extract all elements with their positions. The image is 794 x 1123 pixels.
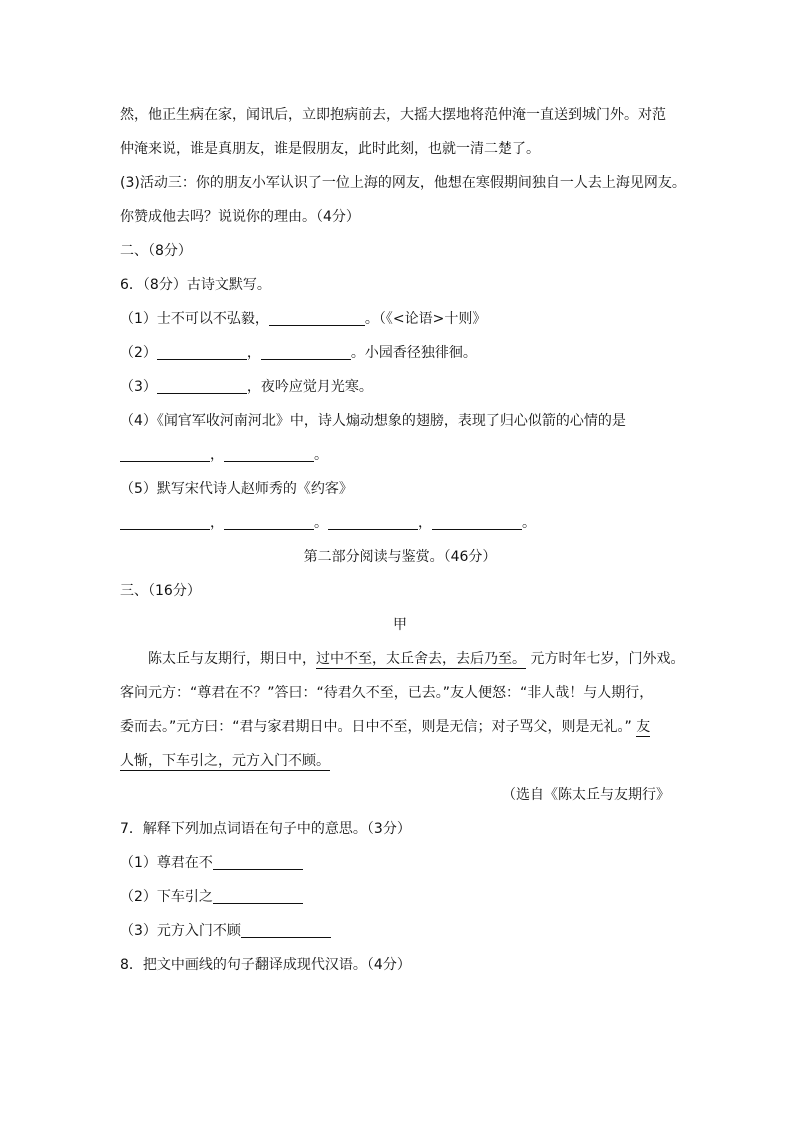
question-7-item-2: （2）下车引之 (120, 880, 680, 914)
answer-blank[interactable] (241, 936, 331, 938)
question-6-item-1: （1）士不可以不弘毅， 。（《<论语>十则》 (120, 311, 487, 327)
passage-line-2: 客问元方：“尊君在不？”答曰：“待君久不至，已去。”友人便怒：“非人哉！与人期行， (120, 685, 654, 701)
underlined-sentence: 友 (636, 719, 651, 735)
activity-3-prompt: (3)活动三：你的朋友小军认识了一位上海的网友，他想在寒假期间独自一人去上海见网友。 (120, 175, 686, 191)
part-2-heading: 第二部分阅读与鉴赏。（46分） (303, 549, 497, 565)
question-6-item-5-blanks: ， 。 ， 。 (120, 506, 680, 540)
answer-blank[interactable] (224, 460, 314, 462)
underlined-sentence: 过中不至，太丘舍去，去后乃至。 (316, 651, 526, 667)
question-7-title: 7．解释下列加点词语在句子中的意思。（3分） (120, 821, 411, 837)
answer-blank[interactable] (120, 460, 210, 462)
text-line-1: 然，他正生病在家，闻讯后，立即抱病前去，大摇大摆地将范仲淹一直送到城门外。对范 (120, 107, 666, 123)
question-6-item-2: （2） ， 。小园香径独徘徊。 (120, 345, 477, 361)
question-6-item-4: （4）《闻官军收河南河北》中，诗人煽动想象的翅膀，表现了归心似箭的心情的是 (120, 413, 626, 429)
section-3-heading: 三、（16分） (120, 583, 201, 599)
answer-blank[interactable] (269, 324, 365, 326)
question-8-title: 8．把文中画线的句子翻译成现代汉语。（4分） (120, 957, 411, 973)
answer-blank[interactable] (328, 528, 418, 530)
answer-blank[interactable] (224, 528, 314, 530)
question-7-item-3: （3）元方入门不顾 (120, 914, 680, 948)
section-2-heading: 二、（8分） (120, 243, 192, 259)
question-6-item-5: （5）默写宋代诗人赵师秀的《约客》 (120, 481, 353, 497)
text-line-2: 仲淹来说，谁是真朋友，谁是假朋友，此时此刻，也就一清二楚了。 (120, 141, 540, 157)
answer-blank[interactable] (157, 392, 247, 394)
passage-source: （选自《陈太丘与友期行》 (502, 787, 670, 803)
activity-3-question: 你赞成他去吗？说说你的理由。（4分） (120, 209, 360, 225)
underlined-sentence: 人惭，下车引之，元方入门不顾。 (120, 753, 330, 769)
question-6-item-4-blanks: ， 。 (120, 438, 680, 472)
answer-blank[interactable] (261, 358, 351, 360)
answer-blank[interactable] (213, 868, 303, 870)
question-6-item-3: （3） ，夜吟应觉月光寒。 (120, 379, 373, 395)
answer-blank[interactable] (432, 528, 522, 530)
document-page (120, 98, 686, 982)
passage-line-3: 委而去。”元方曰：“君与家君期日中。日中不至，则是无信；对子骂父，则是无礼。” 友 (120, 719, 651, 735)
answer-blank[interactable] (157, 358, 247, 360)
answer-blank[interactable] (213, 902, 303, 904)
question-7-item-1: （1）尊君在不 (120, 846, 680, 880)
answer-blank[interactable] (120, 528, 210, 530)
passage-line-1: 陈太丘与友期行，期日中，过中不至，太丘舍去，去后乃至。 元方时年七岁，门外戏。 (148, 651, 685, 667)
question-6-title: 6．（8分）古诗文默写。 (120, 277, 271, 293)
passage-line-4 (120, 744, 680, 778)
passage-label: 甲 (393, 617, 407, 633)
